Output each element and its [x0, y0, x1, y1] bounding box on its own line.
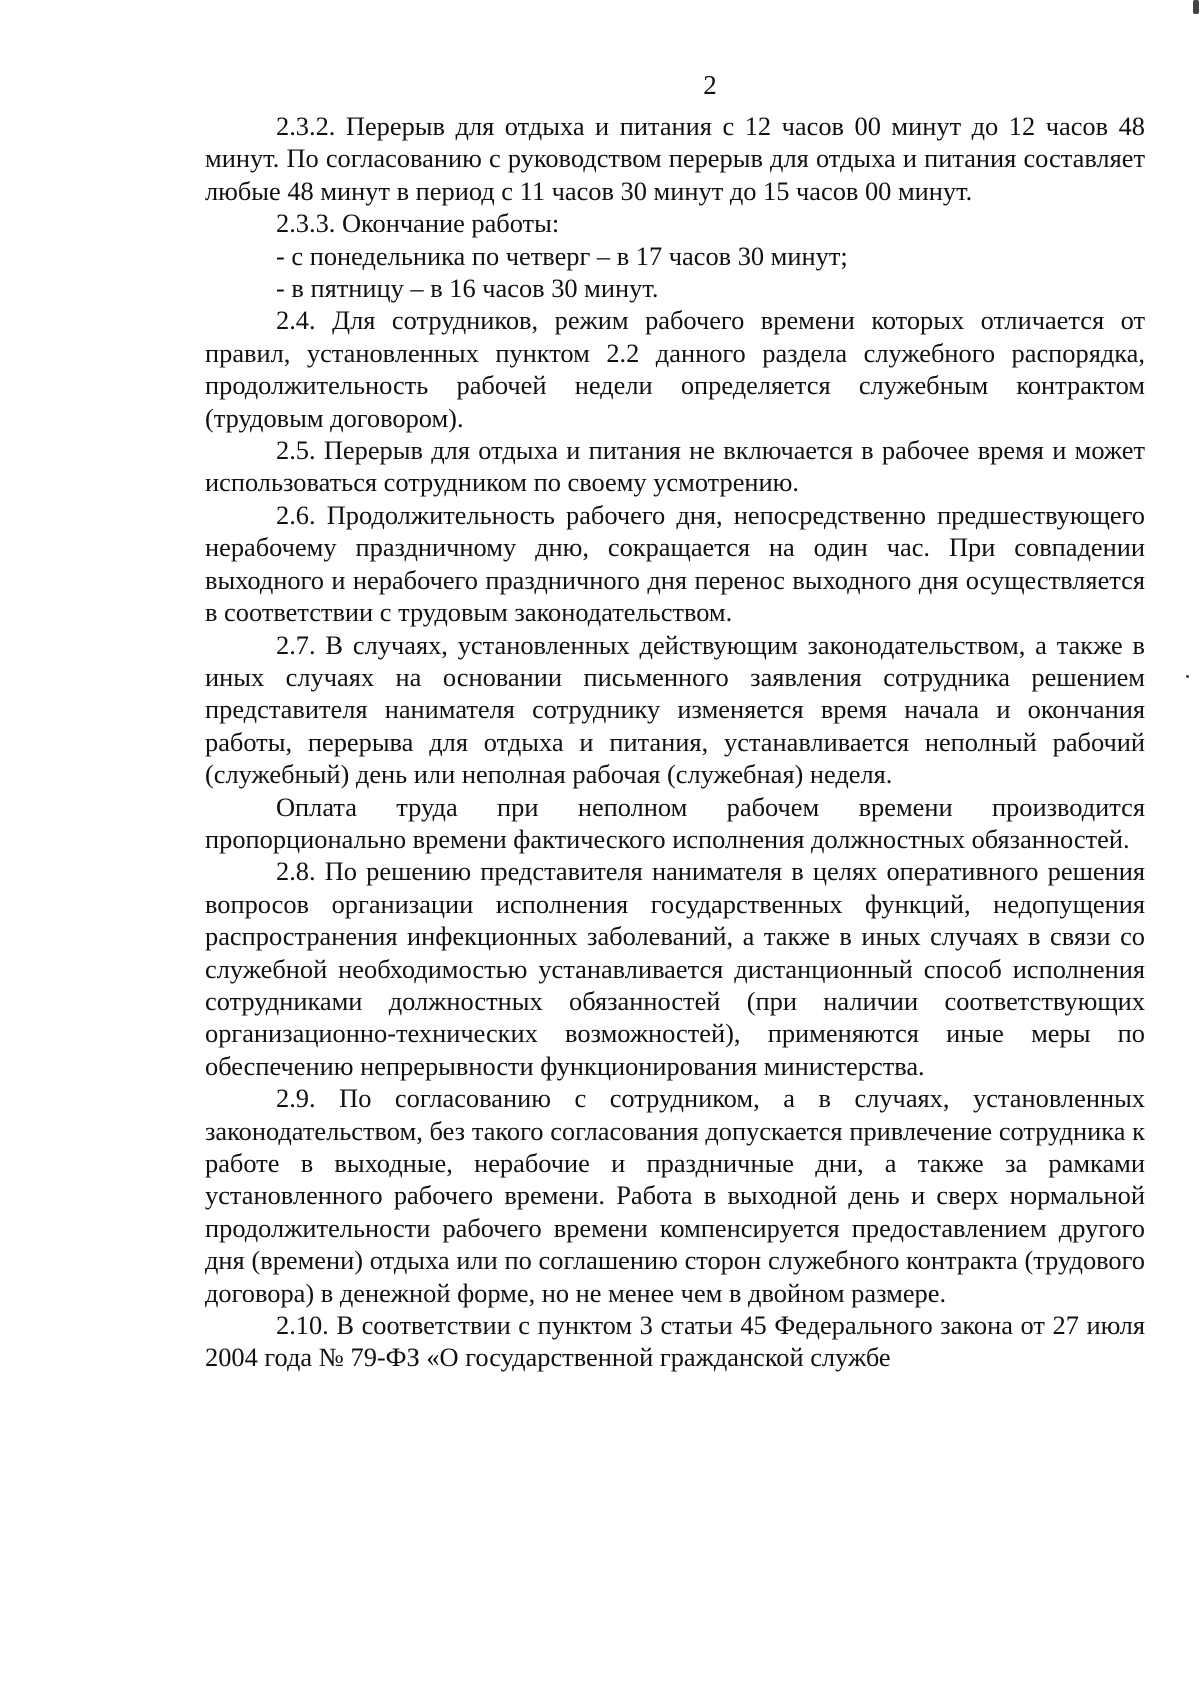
page-number: 2 [703, 70, 717, 100]
paragraph-2-4: 2.4. Для сотрудников, режим рабочего времени которых отличается от правил, установленных пунктом 2.2 данного раздела служебного распорядка, продолжительность рабочей недели определяется служебным контрактом (трудовым договором). [205, 305, 1145, 433]
scan-speck [1186, 675, 1189, 678]
paragraph-2-7-payment: Оплата труда при неполном рабочем времени производится пропорционально времени фактического исполнения должностных обязанностей. [205, 791, 1145, 854]
scan-speck [1193, 0, 1199, 14]
paragraph-2-3-2: 2.3.2. Перерыв для отдыха и питания с 12 часов 00 минут до 12 часов 48 минут. По согласованию с руководством перерыв для отдыха и питания составляет любые 48 минут в период с 11 часов 30 минут до 15 часов 00 минут. [205, 111, 1145, 206]
paragraph-2-5: 2.5. Перерыв для отдыха и питания не включается в рабочее время и может использоваться сотрудником по своему усмотрению. [205, 435, 1145, 498]
paragraph-2-7: 2.7. В случаях, установленных действующим законодательством, а также в иных случаях на основании письменного заявления сотрудника решением представителя нанимателя сотруднику изменяется время начала и окончания работы, перерыва для отдыха и питания, устанавливается неполный рабочий (служебный) день или неполная рабочая (служебная) неделя. [205, 629, 1145, 790]
paragraph-2-6: 2.6. Продолжительность рабочего дня, непосредственно предшествующего нерабочему праздничному дню, сокращается на один час. При совпадении выходного и нерабочего праздничного дня перенос выходного дня осуществляется в соответствии с трудовым законодательством. [205, 499, 1145, 628]
list-item-mon-thu: - с понедельника по четверг – в 17 часов 30 минут; [276, 240, 848, 271]
paragraph-2-3-3: 2.3.3. Окончание работы: [276, 208, 560, 239]
list-item-friday: - в пятницу – в 16 часов 30 минут. [276, 273, 659, 304]
paragraph-2-8: 2.8. По решению представителя нанимателя в целях оперативного решения вопросов организации исполнения государственных функций, недопущения распространения инфекционных заболеваний, а также в иных случаях в связи со служебной необходимостью устанавливается дистанционный способ исполнения сотрудниками должностных обязанностей (при наличии соответствующих организационно-технических возможностей), применяются иные меры по обеспечению непрерывности функционирования министерства. [205, 856, 1145, 1081]
paragraph-2-10: 2.10. В соответствии с пунктом 3 статьи 45 Федерального закона от 27 июля 2004 года № 79-ФЗ «О государственной гражданской службе [205, 1310, 1145, 1373]
document-body [205, 110, 1145, 1374]
paragraph-2-9: 2.9. По согласованию с сотрудником, а в случаях, установленных законодательством, без такого согласования допускается привлечение сотрудника к работе в выходные, нерабочие и праздничные дни, а также за рамками установленного рабочего времени. Работа в выходной день и сверх нормальной продолжительности рабочего времени компенсируется предоставлением другого дня (времени) отдыха или по соглашению сторон служебного контракта (трудового договора) в денежной форме, но не менее чем в двойном размере. [205, 1083, 1145, 1308]
